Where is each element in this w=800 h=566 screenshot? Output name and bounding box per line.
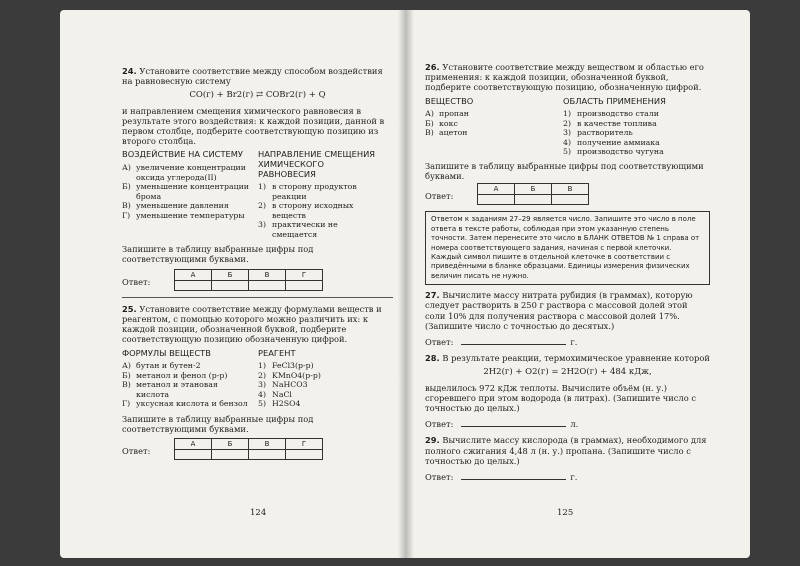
divider — [122, 297, 393, 298]
task-number: 29. — [425, 435, 440, 446]
column-header: ВОЗДЕЙСТВИЕ НА СИСТЕМУ — [122, 149, 243, 160]
answer-header: В — [249, 269, 286, 280]
task-24 — [122, 66, 393, 291]
task-text: Вычислите массу нитрата рубидия (в граммах), которую следует растворить в 250 г раствора с массовой долей этой соли 10% для получения раствора с массовой долей 17%. (Запишите число с точностью до десятых.) — [425, 290, 693, 331]
column-header: НАПРАВЛЕНИЕ СМЕЩЕНИЯ ХИМИЧЕСКОГО РАВНОВЕСИЯ — [258, 149, 376, 179]
answer-header: Б — [515, 184, 552, 195]
answer-header: А — [175, 269, 212, 280]
instruction: Запишите в таблицу выбранные цифры под соответствующими буквами. — [122, 413, 314, 434]
task-number: 28. — [425, 353, 440, 364]
list-item: 1) производство стали — [563, 109, 659, 119]
answer-label: Ответ: — [425, 191, 454, 202]
task-text: Установите соответствие между способом воздействия на равновесную систему — [122, 66, 383, 87]
answer-label: Ответ: — [122, 276, 151, 287]
list-item: Г) уксусная кислота и бензол — [122, 399, 248, 409]
list-item: 1) FeCl3(р-р) — [258, 361, 314, 371]
answer-row — [122, 269, 393, 291]
left-page — [60, 10, 405, 558]
answer-unit: л. — [570, 419, 579, 430]
matching-columns — [122, 345, 393, 409]
answer-line[interactable] — [461, 417, 566, 427]
answer-cell[interactable] — [249, 280, 286, 290]
book-gutter — [398, 10, 414, 558]
matching-columns — [122, 146, 393, 239]
answer-cell[interactable] — [515, 195, 552, 205]
task-number: 24. — [122, 66, 137, 76]
list-item: А) увеличение концентрации оксида углерода(II) — [122, 163, 246, 182]
instructions-box: Ответом к заданиям 27–29 является число. Запишите это число в поле ответа в тексте работы, соблюдая при этом указанную степень точности. Затем перенесите это число в БЛАНК ОТВЕТОВ № 1 справа от номера соответствующего задания, начиная с первой клеточки. Каждый символ пишите в отдельной клеточке в соответствии с приведёнными в бланке образцами. Единицы измерения физических величин писать не нужно. — [425, 211, 710, 285]
task-25 — [122, 304, 393, 461]
answer-fill — [425, 335, 710, 347]
answer-header: Б — [212, 439, 249, 450]
column-left — [425, 93, 555, 157]
task-text: выделилось 972 кДж теплоты. Вычислите объём (н. у.) сгоревшего при этом водорода (в литрах). (Запишите число с точностью до целых.) — [425, 382, 696, 413]
task-text: Вычислите массу кислорода (в граммах), необходимого для полного сжигания 4,48 л (н. у.) пропана. (Запишите число с точностью до целых.) — [425, 435, 707, 466]
list-item: Г) уменьшение температуры — [122, 210, 245, 220]
answer-table[interactable] — [477, 183, 589, 205]
answer-unit: г. — [570, 336, 578, 347]
list-item: 2) в сторону исходных веществ — [258, 201, 354, 220]
task-text: В результате реакции, термохимическое уравнение которой — [442, 353, 710, 364]
answer-line[interactable] — [461, 470, 566, 480]
column-right — [563, 93, 703, 157]
column-right — [258, 345, 378, 409]
answer-cell[interactable] — [175, 280, 212, 290]
task-27 — [425, 290, 710, 347]
answer-label: Ответ: — [122, 446, 151, 457]
answer-cell[interactable] — [478, 195, 515, 205]
instruction: Запишите в таблицу выбранные цифры под соответствующими буквами. — [425, 160, 704, 181]
task-28 — [425, 353, 710, 429]
right-page — [405, 10, 750, 558]
list-item: 3) практически не смещается — [258, 220, 338, 239]
instruction: Запишите в таблицу выбранные цифры под соответствующими буквами. — [122, 244, 314, 265]
answer-header: Г — [286, 269, 323, 280]
task-26 — [425, 62, 710, 205]
equation: 2H2(г) + O2(г) = 2H2O(г) + 484 кДж, — [483, 367, 652, 378]
answer-label: Ответ: — [425, 472, 454, 482]
answer-row — [122, 438, 393, 460]
list-item: 2) KMnO4(р-р) — [258, 370, 321, 380]
list-item: 4) получение аммиака — [563, 137, 660, 147]
page-number: 124 — [250, 508, 267, 518]
answer-fill — [425, 470, 710, 482]
answer-header: В — [249, 439, 286, 450]
list-item: 1) в сторону продуктов реакции — [258, 182, 357, 201]
list-item: А) пропан — [425, 109, 469, 119]
equation: CO(г) + Br2(г) ⇄ COBr2(г) + Q — [189, 90, 326, 101]
task-number: 25. — [122, 303, 137, 314]
list-item: Б) кокс — [425, 118, 458, 128]
answer-cell[interactable] — [212, 280, 249, 290]
list-item: Б) уменьшение концентрации брома — [122, 182, 250, 201]
answer-cell[interactable] — [249, 450, 286, 460]
list-item: 3) растворитель — [563, 128, 633, 138]
list-item: 3) NaHCO3 — [258, 380, 308, 390]
matching-columns — [425, 93, 710, 157]
answer-label: Ответ: — [425, 419, 454, 430]
answer-cell[interactable] — [286, 450, 323, 460]
task-number: 27. — [425, 290, 440, 301]
list-item: А) бутан и бутен-2 — [122, 361, 201, 371]
column-header: ФОРМУЛЫ ВЕЩЕСТВ — [122, 347, 211, 358]
column-right — [258, 146, 378, 239]
answer-fill — [425, 417, 710, 429]
task-29 — [425, 435, 710, 482]
answer-cell[interactable] — [552, 195, 589, 205]
answer-label: Ответ: — [425, 336, 454, 347]
list-item: 2) в качестве топлива — [563, 118, 657, 128]
column-header: ОБЛАСТЬ ПРИМЕНЕНИЯ — [563, 95, 666, 106]
list-item: В) метанол и этановая кислота — [122, 380, 218, 399]
task-text: Установите соответствие между веществом и областью его применения: к каждой позиции, обозначенной буквой, подберите соответствующую позицию, обозначенную цифрой. — [425, 62, 704, 93]
answer-header: Б — [212, 269, 249, 280]
answer-header: Г — [286, 439, 323, 450]
task-text: и направлением смещения химического равновесия в результате этого воздействия: к каждой позиции, данной в первом столбце, подберите соответствующую позицию из второго столбца. — [122, 105, 385, 147]
list-item: 4) NaCl — [258, 389, 292, 399]
book-spread — [60, 10, 750, 558]
answer-header: В — [552, 184, 589, 195]
answer-cell[interactable] — [212, 450, 249, 460]
column-left — [122, 345, 250, 409]
answer-table[interactable] — [174, 438, 323, 460]
answer-header: А — [175, 439, 212, 450]
answer-header: А — [478, 184, 515, 195]
task-number: 26. — [425, 62, 440, 72]
answer-cell[interactable] — [175, 450, 212, 460]
answer-cell[interactable] — [286, 280, 323, 290]
column-header: РЕАГЕНТ — [258, 347, 296, 358]
answer-line[interactable] — [461, 335, 566, 345]
list-item: Б) метанол и фенол (р-р) — [122, 370, 228, 380]
answer-table[interactable] — [174, 269, 323, 291]
task-text: Установите соответствие между формулами веществ и реагентом, с помощью которого можно различить их: к каждой позиции, обозначенной буквой, подберите соответствующую позицию обозначенную цифрой. — [122, 303, 382, 345]
list-item: 5) H2SO4 — [258, 399, 301, 409]
column-left — [122, 146, 250, 239]
page-number: 125 — [557, 508, 574, 518]
list-item: В) ацетон — [425, 128, 468, 138]
column-header: ВЕЩЕСТВО — [425, 95, 474, 106]
list-item: В) уменьшение давления — [122, 201, 229, 211]
answer-unit: г. — [570, 472, 578, 482]
list-item: 5) производство чугуна — [563, 147, 664, 157]
answer-row — [425, 183, 710, 205]
